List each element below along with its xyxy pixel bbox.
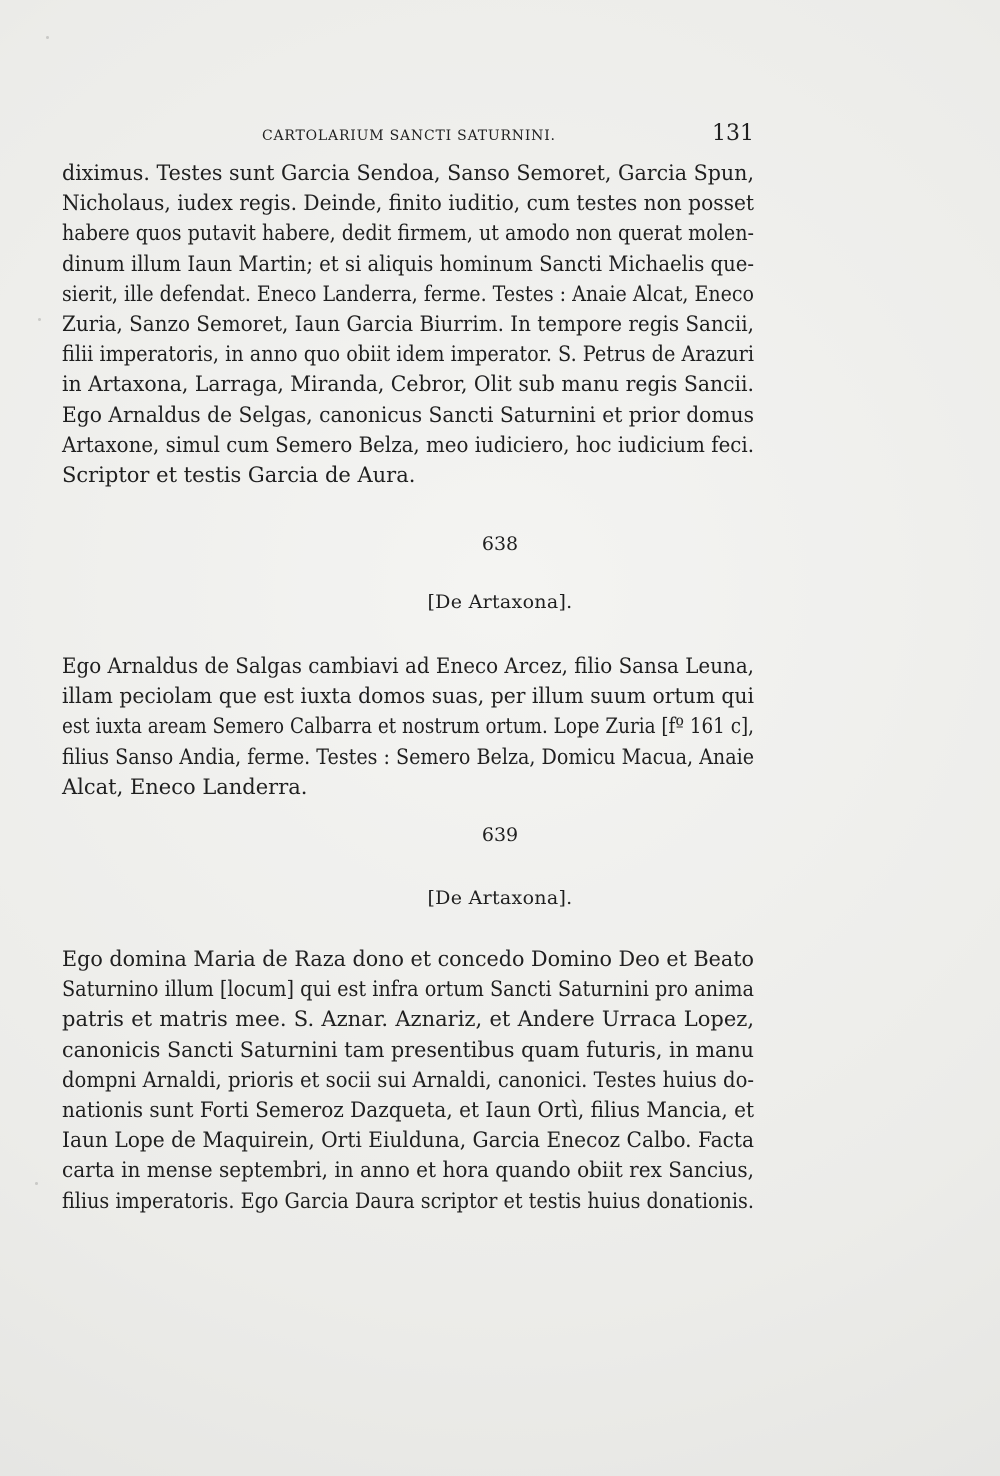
text-line: dinum illum Iaun Martin; et si aliquis hominum Sancti Michaelis que-: [62, 251, 754, 276]
text-line: Iaun Lope de Maquirein, Orti Eiulduna, Garcia Enecoz Calbo. Facta: [62, 1128, 754, 1153]
paper-speck: [46, 36, 49, 39]
text-line: Ego Arnaldus de Salgas cambiavi ad Eneco Arcez, filio Sansa Leuna,: [62, 654, 754, 678]
text-line: diximus. Testes sunt Garcia Sendoa, Sanso Semoret, Garcia Spun,: [62, 161, 754, 185]
text-line: canonicis Sancti Saturnini tam presentibus quam futuris, in manu: [62, 1037, 754, 1062]
charter-title: [De Artaxona].: [427, 887, 573, 909]
text-line: carta in mense septembri, in anno et hora quando obiit rex Sancius,: [62, 1158, 754, 1183]
paper-speck: [35, 1182, 38, 1185]
text-line: est iuxta aream Semero Calbarra et nostrum ortum. Lope Zuria [fº 161 c],: [62, 714, 754, 739]
charter-number: 638: [481, 533, 519, 555]
text-line: patris et matris mee. S. Aznar. Aznariz, et Andere Urraca Lopez,: [62, 1007, 754, 1032]
text-line: filius Sanso Andia, ferme. Testes : Semero Belza, Domicu Macua, Anaie: [62, 744, 754, 769]
page-number: 131: [712, 121, 754, 146]
text-line: filius imperatoris. Ego Garcia Daura scriptor et testis huius donationis.: [62, 1188, 754, 1213]
text-line: in Artaxona, Larraga, Miranda, Cebror, Olit sub manu regis Sancii.: [62, 372, 754, 397]
text-line: sierit, ille defendat. Eneco Landerra, ferme. Testes : Anaie Alcat, Eneco: [62, 281, 754, 306]
text-line: Nicholaus, iudex regis. Deinde, finito iuditio, cum testes non posset: [62, 191, 754, 216]
running-title: CARTOLARIUM SANCTI SATURNINI.: [262, 128, 556, 144]
text-line: Saturnino illum [locum] qui est infra ortum Sancti Saturnini pro anima: [62, 977, 754, 1002]
text-line: Artaxone, simul cum Semero Belza, meo iudiciero, hoc iudicium feci.: [62, 432, 754, 457]
text-line: nationis sunt Forti Semeroz Dazqueta, et Iaun Ortì, filius Mancia, et: [62, 1098, 754, 1123]
text-line: Scriptor et testis Garcia de Aura.: [62, 463, 416, 488]
running-head: [62, 122, 754, 152]
text-line: Alcat, Eneco Landerra.: [62, 774, 308, 799]
charter-text: [62, 944, 754, 1216]
text-line: Ego Arnaldus de Selgas, canonicus Sancti Saturnini et prior domus: [62, 402, 754, 427]
text-line: Ego domina Maria de Raza dono et concedo Domino Deo et Beato: [62, 947, 754, 971]
charter-text: [62, 651, 754, 802]
text-line: Zuria, Sanzo Semoret, Iaun Garcia Biurrim. In tempore regis Sancii,: [62, 312, 754, 337]
text-line: filii imperatoris, in anno quo obiit idem imperator. S. Petrus de Arazuri: [62, 342, 754, 367]
text-line: dompni Arnaldi, prioris et socii sui Arnaldi, canonici. Testes huius do-: [62, 1067, 754, 1092]
charter-title: [De Artaxona].: [427, 591, 573, 613]
text-line: habere quos putavit habere, dedit firmem, ut amodo non querat molen-: [62, 221, 754, 246]
text-line: illam peciolam que est iuxta domos suas, per illum suum ortum qui: [62, 684, 754, 709]
continuation-text: [62, 158, 754, 490]
charter-number: 639: [481, 824, 519, 846]
paper-speck: [38, 318, 41, 321]
